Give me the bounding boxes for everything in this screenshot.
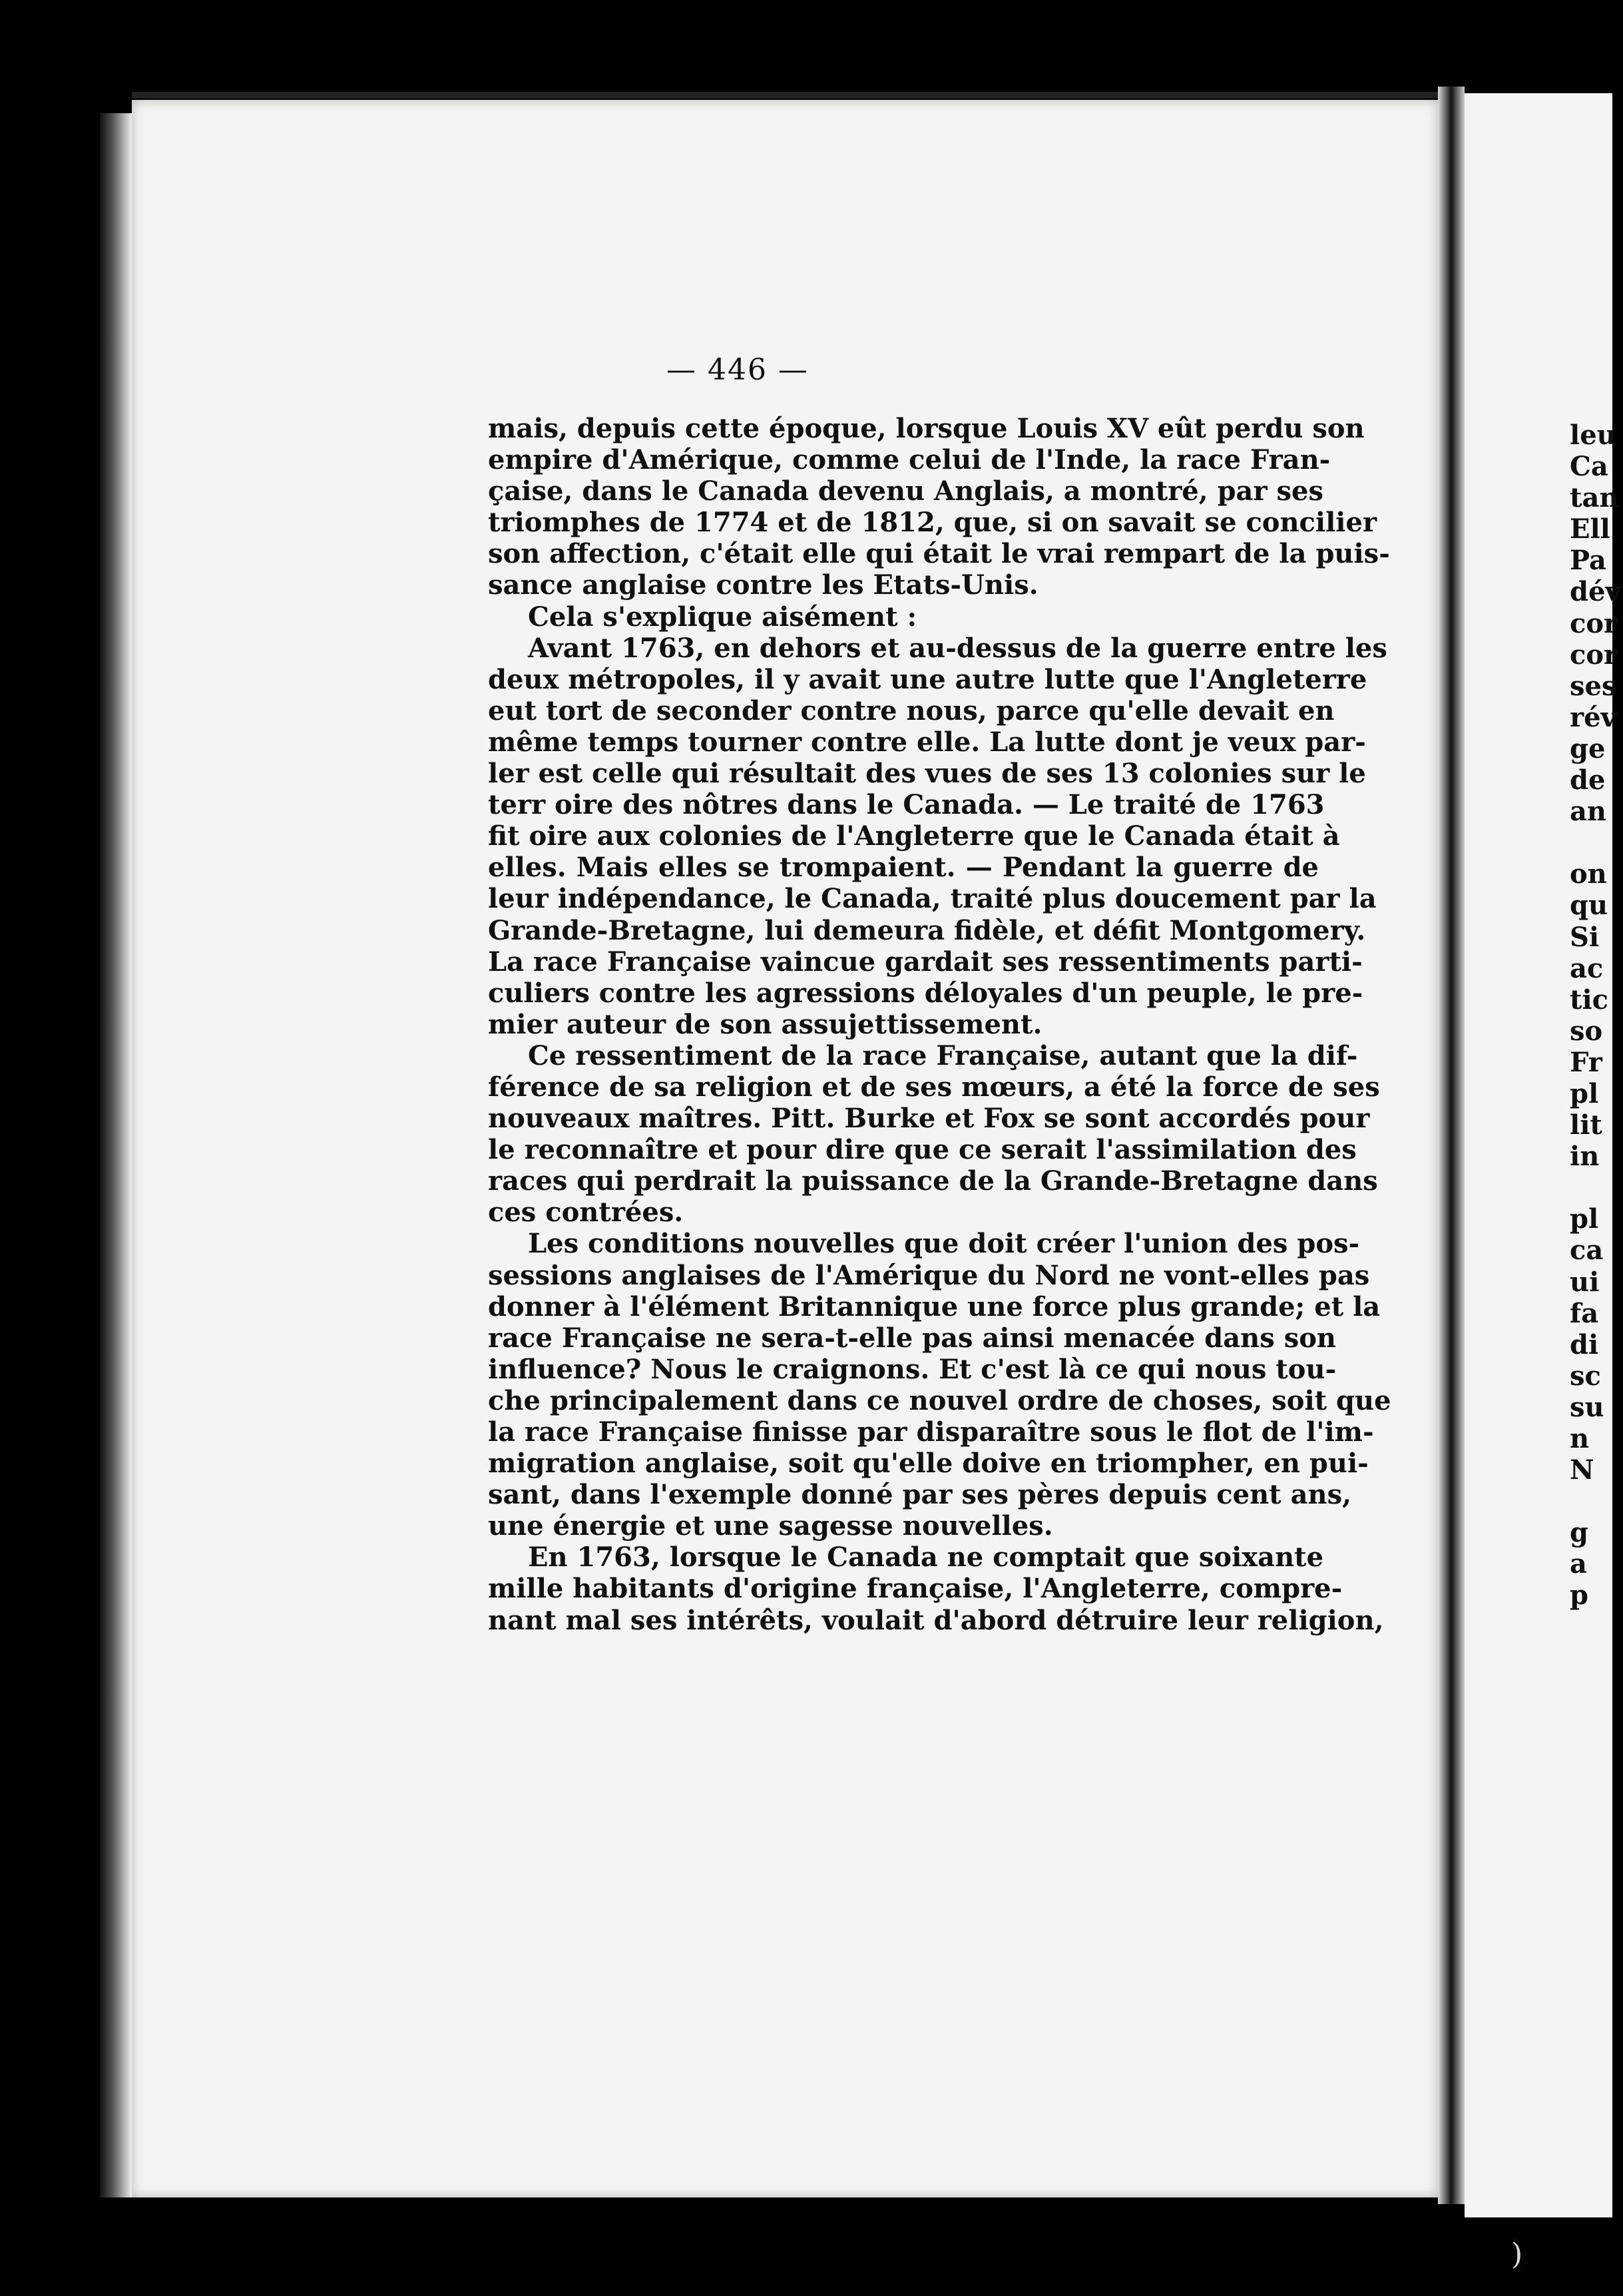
right-fragment: ui [1570, 1266, 1600, 1298]
right-fragment: cor [1570, 639, 1618, 671]
text-line: une énergie et une sagesse nouvelles. [488, 1510, 1053, 1542]
right-fragment: rév [1570, 701, 1616, 733]
right-fragment: lit [1570, 1109, 1602, 1141]
text-line: ces contrées. [488, 1197, 684, 1229]
right-fragment: pl [1570, 1077, 1599, 1109]
text-line: deux métropoles, il y avait une autre lutte que l'Angleterre [488, 663, 1367, 695]
right-fragment: fa [1570, 1297, 1599, 1329]
text-line: races qui perdrait la puissance de la Grande-Bretagne dans [488, 1165, 1378, 1197]
text-line: ler est celle qui résultait des vues de ses 13 colonies sur le [488, 758, 1366, 790]
text-line: race Française ne sera-t-elle pas ainsi menacée dans son [488, 1322, 1336, 1354]
right-fragment: an [1570, 796, 1606, 828]
right-fragment: pl [1570, 1203, 1599, 1235]
right-fragment: Ell [1570, 513, 1610, 545]
text-line: triomphes de 1774 et de 1812, que, si on savait se concilier [488, 507, 1377, 539]
bottom-mark: ) [1511, 2237, 1523, 2271]
right-fragment: tan [1570, 482, 1619, 514]
right-fragment [1570, 827, 1623, 858]
right-fragment: Pa [1570, 545, 1606, 577]
text-line: le reconnaître et pour dire que ce serait l'assimilation des [488, 1134, 1357, 1166]
right-fragment: su [1570, 1391, 1604, 1423]
text-line: elles. Mais elles se trompaient. — Pendant la guerre de [488, 852, 1319, 884]
text-line: migration anglaise, soit qu'elle doive en triompher, en pui- [488, 1448, 1369, 1480]
right-fragment: sc [1570, 1360, 1601, 1392]
text-line: fit oire aux colonies de l'Angleterre que le Canada était à [488, 820, 1340, 852]
text-line: mais, depuis cette époque, lorsque Louis XV eût perdu son [488, 413, 1365, 444]
right-fragment: N [1570, 1454, 1594, 1486]
page-gutter [1438, 87, 1465, 2204]
text-line: empire d'Amérique, comme celui de l'Inde, la race Fran- [488, 444, 1331, 476]
text-line: son affection, c'était elle qui était le vrai rempart de la puis- [488, 538, 1390, 570]
right-fragment: qu [1570, 890, 1608, 922]
right-fragment: Ca [1570, 451, 1608, 483]
text-line: sessions anglaises de l'Amérique du Nord ne vont-elles pas [488, 1259, 1370, 1291]
right-fragment: on [1570, 858, 1607, 890]
text-line: nant mal ses intérêts, voulait d'abord détruire leur religion, [488, 1604, 1384, 1636]
right-fragment: so [1570, 1015, 1603, 1047]
text-line: Avant 1763, en dehors et au-dessus de la guerre entre les [528, 632, 1387, 664]
right-fragment: Si [1570, 921, 1600, 953]
top-edge-rule [132, 92, 1438, 99]
text-line: la race Française finisse par disparaître sous le flot de l'im- [488, 1416, 1374, 1448]
text-line: En 1763, lorsque le Canada ne comptait que soixante [528, 1542, 1324, 1574]
page-edge-strip [100, 113, 132, 2197]
right-fragment [1570, 1486, 1623, 1517]
right-fragment: a [1570, 1548, 1587, 1580]
text-line: culiers contre les agressions déloyales d'un peuple, le pre- [488, 977, 1363, 1009]
text-line: donner à l'élément Britannique une force plus grande; et la [488, 1291, 1381, 1322]
text-line: eut tort de seconder contre nous, parce qu'elle devait en [488, 695, 1335, 726]
text-line: Grande-Bretagne, lui demeura fidèle, et défit Montgomery. [488, 914, 1366, 946]
text-line: Ce ressentiment de la race Française, autant que la dif- [528, 1039, 1358, 1071]
right-page-text-fragments [1570, 420, 1623, 1611]
text-line: che principalement dans ce nouvel ordre de choses, soit que [488, 1384, 1391, 1416]
text-line: mier auteur de son assujettissement. [488, 1008, 1043, 1040]
text-line: çaise, dans le Canada devenu Anglais, a montré, par ses [488, 475, 1323, 507]
text-line: mille habitants d'origine française, l'Angleterre, compre- [488, 1573, 1343, 1605]
text-line: nouveaux maîtres. Pitt. Burke et Fox se sont accordés pour [488, 1103, 1370, 1135]
text-line: leur indépendance, le Canada, traité plus doucement par la [488, 883, 1377, 915]
right-fragment: ses [1570, 670, 1617, 702]
right-fragment: ac [1570, 952, 1604, 984]
text-line: même temps tourner contre elle. La lutte dont je veux par- [488, 726, 1366, 758]
text-line: La race Française vaincue gardait ses ressentiments parti- [488, 946, 1363, 978]
page-number: — 446 — [666, 353, 809, 387]
right-fragment: n [1570, 1423, 1590, 1454]
text-line: férence de sa religion et de ses mœurs, a été la force de ses [488, 1071, 1380, 1103]
right-fragment: Fr [1570, 1046, 1602, 1078]
right-fragment: p [1570, 1579, 1588, 1611]
body-text [488, 413, 1391, 1636]
right-fragment: de [1570, 764, 1606, 796]
right-fragment: tic [1570, 984, 1609, 1015]
right-fragment [1570, 1172, 1623, 1203]
text-line: influence? Nous le craignons. Et c'est là ce qui nous tou- [488, 1353, 1337, 1385]
right-fragment: leu [1570, 420, 1616, 451]
right-fragment: ge [1570, 732, 1606, 764]
right-fragment: cor [1570, 607, 1618, 639]
right-fragment: in [1570, 1141, 1600, 1173]
text-line: Cela s'explique aisément : [528, 601, 917, 633]
right-fragment: di [1570, 1328, 1599, 1360]
right-fragment: g [1570, 1517, 1588, 1549]
text-line: sant, dans l'exemple donné par ses pères depuis cent ans, [488, 1479, 1352, 1511]
text-line: Les conditions nouvelles que doit créer l'union des pos- [528, 1228, 1360, 1260]
right-fragment: dév [1570, 576, 1621, 608]
right-fragment: ca [1570, 1235, 1604, 1267]
text-line: sance anglaise contre les Etats-Unis. [488, 569, 1039, 601]
text-line: terr oire des nôtres dans le Canada. — Le traité de 1763 [488, 789, 1325, 821]
